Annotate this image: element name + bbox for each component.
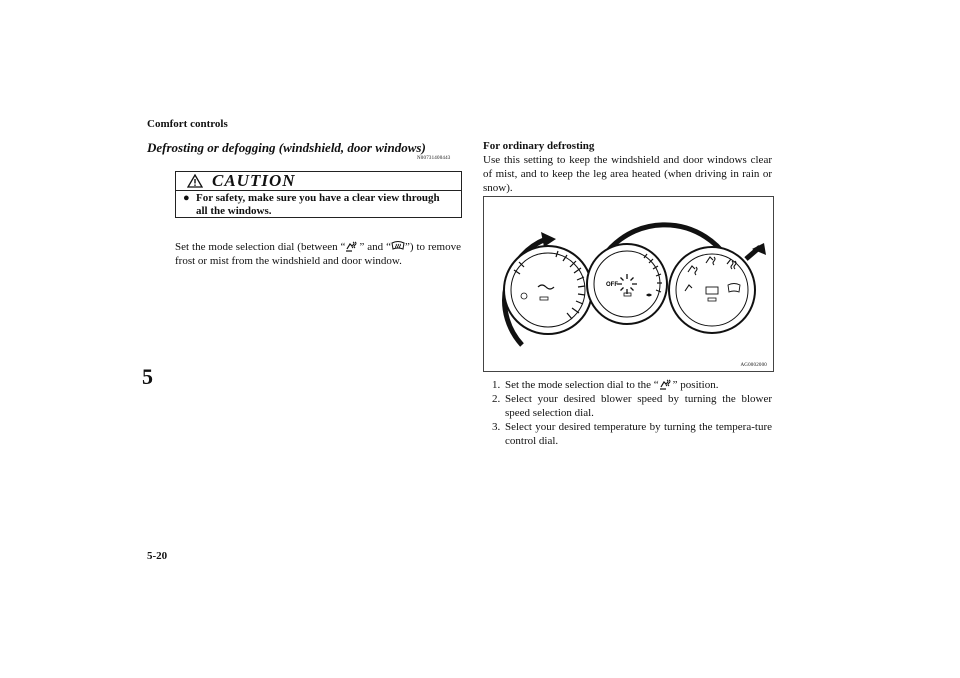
ordinary-defrosting-paragraph: Use this setting to keep the windshield and door windows clear of mist, and to keep the leg area heated (when driving in rain or snow). [483,154,772,194]
step-text: Select your desired blower speed by turning the blower speed selection dial. [505,393,772,419]
climate-dials-illustration [484,197,773,371]
figure-code: AG0002000 [740,363,767,368]
step-1-part-2: ” position. [672,379,719,391]
temperature-dial-icon [504,246,592,334]
bullet-icon: ● [183,192,190,204]
caution-header [176,172,461,191]
blower-dial-icon [587,244,667,324]
mode-dial-icon [669,247,755,333]
section-heading: Defrosting or defogging (windshield, door windows) [147,140,426,155]
step-number: 3. [492,421,501,433]
reference-code: N00731400443 [417,156,451,161]
caution-text [183,192,458,218]
foot-defrost-icon [659,378,673,390]
step-number: 1. [492,379,501,391]
climate-control-figure [483,196,774,372]
foot-defrost-icon [345,240,359,252]
steps-list [492,378,772,448]
step-text: Select your desired temperature by turning the tempera-ture control dial. [505,421,772,447]
section-header: Comfort controls [147,118,228,130]
warning-triangle-icon [187,174,203,188]
paragraph-part-3: ”) to remove frost or mist from the windshield and door window. [175,241,461,267]
step-text [505,378,772,392]
ordinary-defrosting-heading: For ordinary defrosting [483,140,595,152]
caution-line-1: For safety, make sure you have a clear view through [196,192,440,204]
defroster-icon [391,240,405,252]
list-item [492,378,772,392]
page-number: 5-20 [147,550,168,562]
step-number: 2. [492,393,501,405]
mode-dial-paragraph [175,240,461,268]
caution-line-2: all the windows. [196,205,272,217]
step-1-part-1: Set the mode selection dial to the “ [505,379,659,391]
paragraph-part-1: Set the mode selection dial (between “ [175,241,346,253]
chapter-tab: 5 [142,364,153,389]
list-item [492,392,772,420]
caution-box [175,171,462,218]
caution-title: CAUTION [212,171,296,190]
off-label: OFF [606,282,618,288]
paragraph-part-2: ” and “ [359,241,391,253]
list-item [492,420,772,448]
